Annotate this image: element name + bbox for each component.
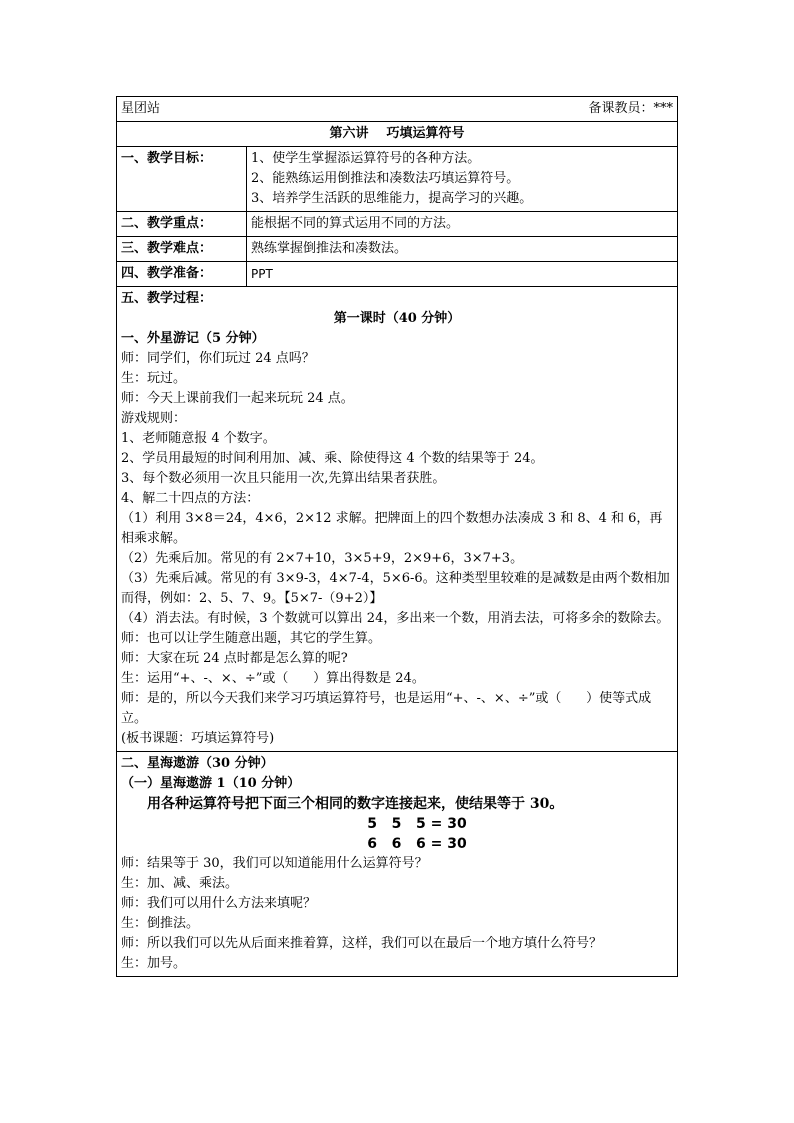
dialog-line: 生：加号。: [121, 956, 187, 971]
org-name: 星团站: [121, 101, 161, 116]
dialog-line: 师：结果等于 30，我们可以知道能用什么运算符号？: [121, 856, 428, 871]
dialog-line: 生：玩过。: [121, 371, 187, 386]
equation-row: [121, 834, 673, 854]
dialog-line: 师：是的，所以今天我们来学习巧填运算符号，也是运用“+、-、×、÷”或（ ）使等式成立。: [121, 691, 652, 726]
difficulty-row: [117, 237, 678, 262]
section2-row: [117, 752, 678, 977]
dialog-line: 生：运用“+、-、×、÷”或（ ）算出得数是 24。: [121, 671, 425, 686]
rule-item: 1、老师随意报 4 个数字。: [121, 431, 276, 446]
dialog-line: 师：同学们，你们玩过 24 点吗？: [121, 351, 315, 366]
header-row: [117, 97, 678, 122]
dialog-line: 生：加、减、乘法。: [121, 876, 239, 891]
lesson-plan-table: [116, 96, 678, 977]
dialog-line: 师：也可以让学生随意出题，其它的学生算。: [121, 631, 382, 646]
process-cell: [117, 287, 678, 752]
focus-label: 二、教学重点：: [117, 212, 247, 237]
prep-row: [117, 262, 678, 287]
goal-item: 3、培养学生活跃的思维能力，提高学习的兴趣。: [251, 191, 533, 206]
dialog-line: 师：大家在玩 24 点时都是怎么算的呢?: [121, 651, 348, 666]
board-note: (板书课题：巧填运算符号): [121, 731, 275, 746]
rules-heading: 游戏规则：: [121, 411, 187, 426]
goals-label: 一、教学目标：: [117, 147, 247, 212]
rule-item: 2、学员用最短的时间利用加、减、乘、除使得这 4 个数的结果等于 24。: [121, 451, 544, 466]
section2-cell: [117, 752, 678, 977]
section2-title: 二、星海遨游（30 分钟）: [121, 756, 274, 771]
goals-cell: [247, 147, 678, 212]
section2-subtitle: （一）星海遨游 1（10 分钟）: [121, 776, 301, 791]
rule-item: 4、解二十四点的方法：: [121, 491, 260, 506]
title-row: [117, 122, 678, 147]
method-item: （3）先乘后减。常见的有 3×9-3，4×7-4，5×6-6。这种类型里较难的是减数是由两个数相加而得，例如：2、5、7、9。【5×7-（9+2）】: [121, 571, 670, 606]
header-cell: [117, 97, 678, 122]
section1-title: 一、外星游记（5 分钟）: [121, 331, 265, 346]
task-statement: 用各种运算符号把下面三个相同的数字连接起来，使结果等于 30。: [147, 796, 564, 812]
method-item: （1）利用 3×8＝24，4×6，2×12 求解。把牌面上的四个数想办法凑成 3 和 8、4 和 6，再相乘求解。: [121, 511, 663, 546]
process-label: 五、教学过程：: [121, 291, 213, 306]
lesson-title: 第六讲 巧填运算符号: [117, 122, 678, 147]
lesson-plan-page: [116, 96, 677, 977]
process-row: [117, 287, 678, 752]
focus-row: [117, 212, 678, 237]
rule-item: 3、每个数必须用一次且只能用一次,先算出结果者获胜。: [121, 471, 446, 486]
goal-item: 1、使学生掌握添运算符号的各种方法。: [251, 151, 481, 166]
goals-row: [117, 147, 678, 212]
equation-row: [121, 814, 673, 834]
prep-cell: PPT: [247, 262, 678, 287]
goal-item: 2、能熟练运用倒推法和凑数法巧填运算符号。: [251, 171, 520, 186]
equation: 5 5 5 = 30: [367, 816, 467, 832]
focus-cell: 能根据不同的算式运用不同的方法。: [247, 212, 678, 237]
preparer-label: 备课教员：***: [588, 101, 673, 116]
method-item: （2）先乘后加。常见的有 2×7+10，3×5+9，2×9+6，3×7+3。: [121, 551, 524, 566]
dialog-line: 师：我们可以用什么方法来填呢？: [121, 896, 317, 911]
dialog-line: 师：今天上课前我们一起来玩玩 24 点。: [121, 391, 354, 406]
difficulty-cell: 熟练掌握倒推法和凑数法。: [247, 237, 678, 262]
method-item: （4）消去法。有时候，3 个数就可以算出 24，多出来一个数，用消去法，可将多余的数除去。: [121, 611, 670, 626]
difficulty-label: 三、教学难点：: [117, 237, 247, 262]
dialog-line: 师：所以我们可以先从后面来推着算，这样，我们可以在最后一个地方填什么符号？: [121, 936, 603, 951]
dialog-line: 生：倒推法。: [121, 916, 200, 931]
period-title: 第一课时（40 分钟）: [333, 311, 461, 326]
prep-label: 四、教学准备：: [117, 262, 247, 287]
equation: 6 6 6 = 30: [367, 836, 467, 852]
